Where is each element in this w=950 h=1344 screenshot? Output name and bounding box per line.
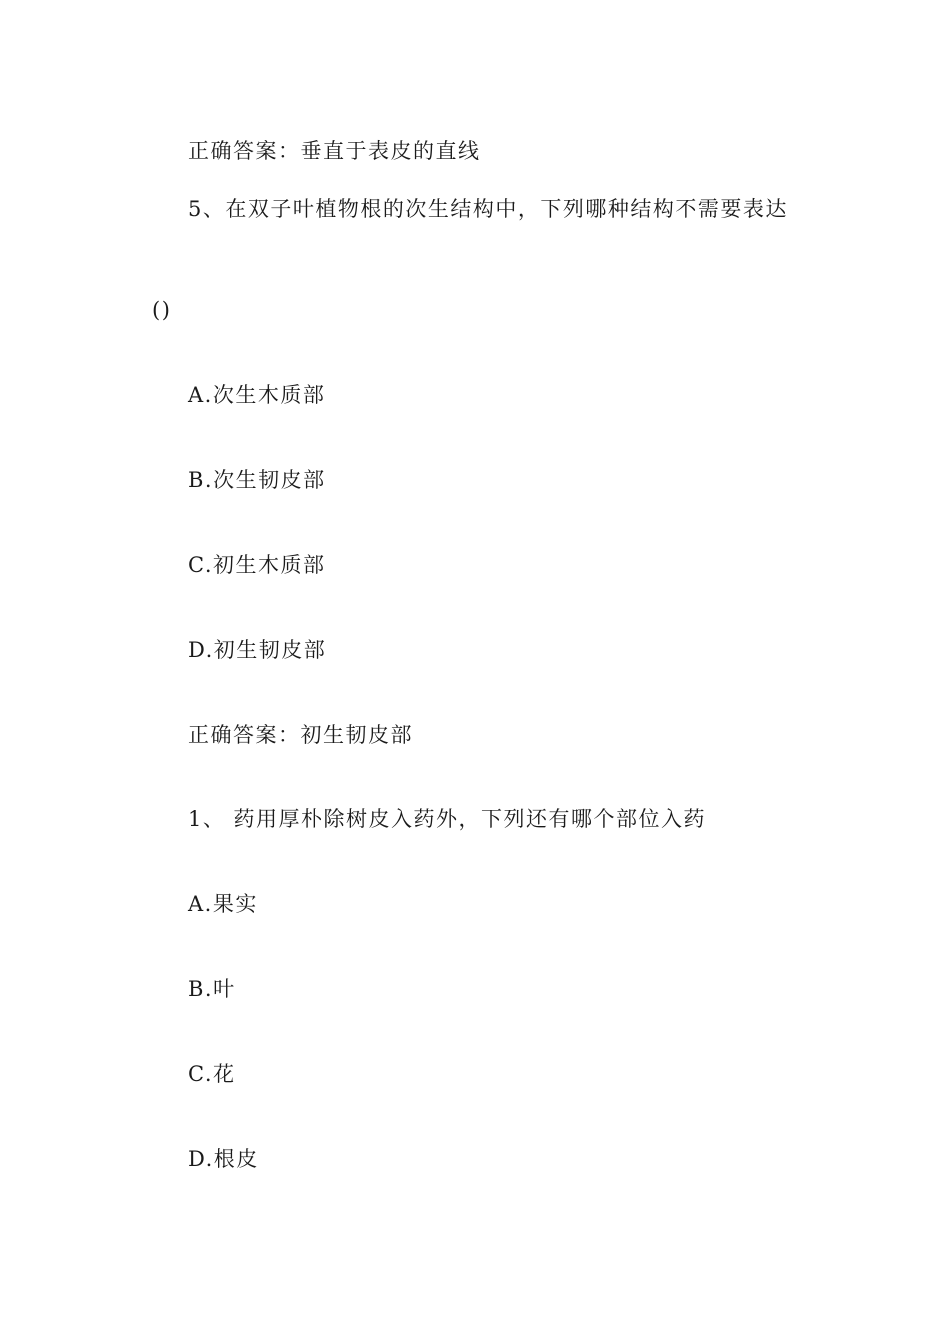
question-5-option-d: D.初生韧皮部 [188, 638, 327, 662]
question-1-option-c: C.花 [188, 1062, 236, 1086]
question-1-option-b: B.叶 [188, 977, 236, 1001]
question-5-stem-line2: () [152, 298, 172, 322]
question-1-option-a: A.果实 [188, 892, 258, 916]
question-1-option-d: D.根皮 [188, 1147, 259, 1171]
previous-answer: 正确答案：垂直于表皮的直线 [188, 139, 481, 163]
question-5-option-b: B.次生韧皮部 [188, 468, 326, 492]
question-5-answer: 正确答案：初生韧皮部 [188, 723, 413, 747]
question-5-option-c: C.初生木质部 [188, 553, 326, 577]
question-1-stem: 1、 药用厚朴除树皮入药外，下列还有哪个部位入药 [188, 807, 707, 831]
question-5-option-a: A.次生木质部 [188, 383, 326, 407]
question-5-stem-line1: 5、在双子叶植物根的次生结构中，下列哪种结构不需要表达 [188, 197, 788, 221]
